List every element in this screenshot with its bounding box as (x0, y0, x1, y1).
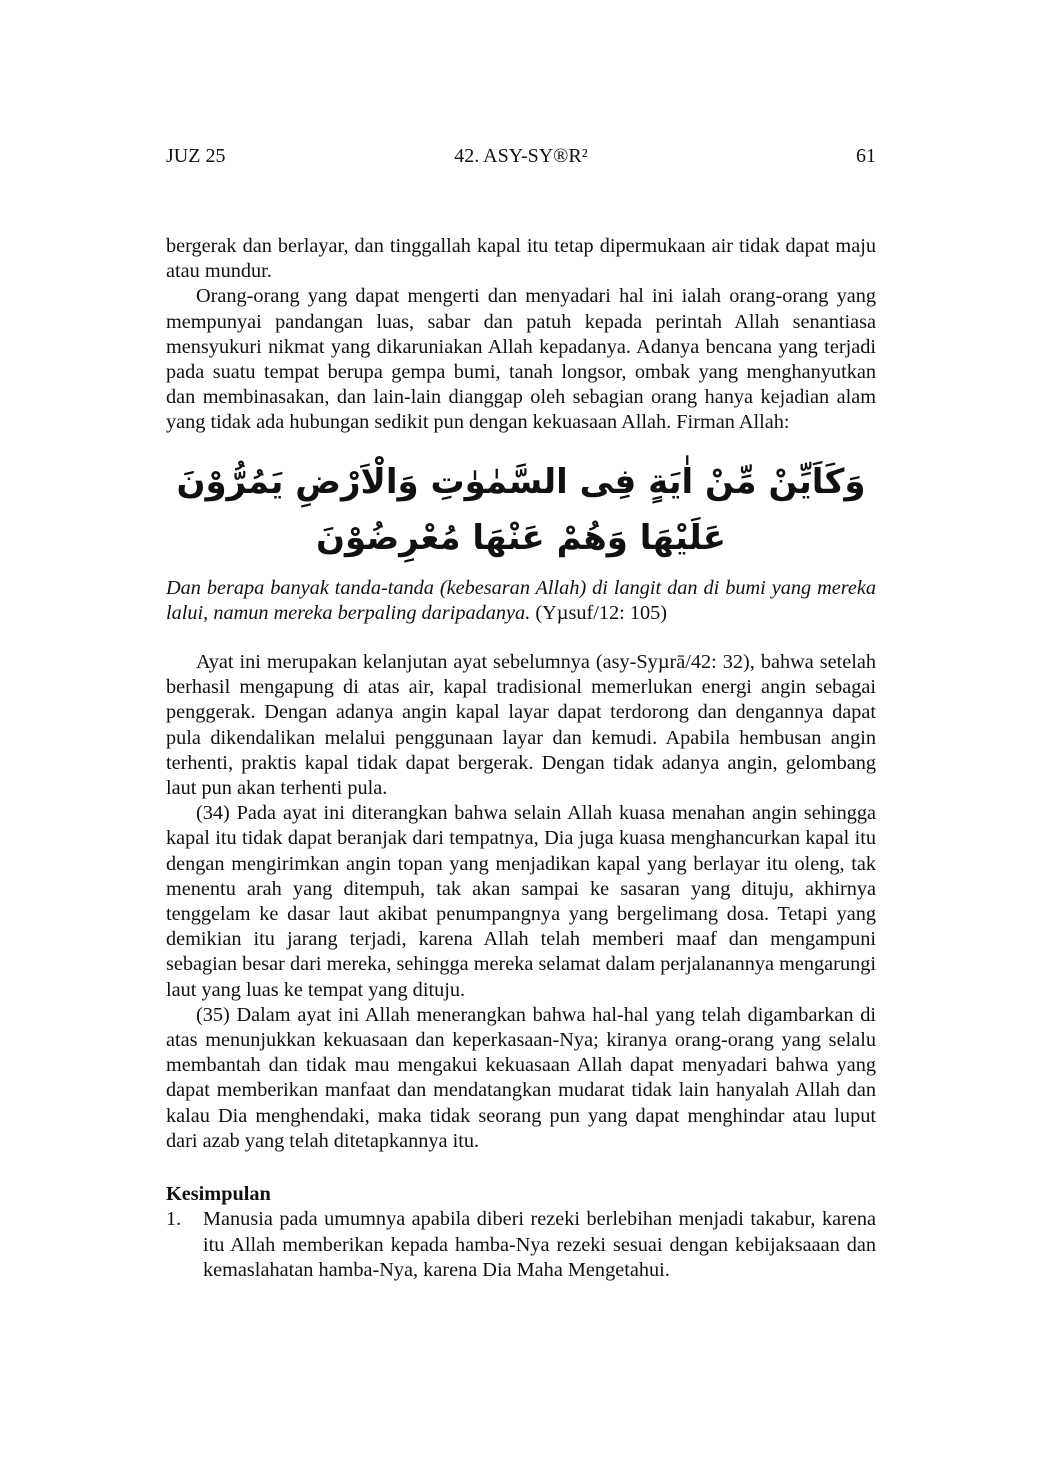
verse-translation (166, 576, 876, 626)
list-item-number: 1. (166, 1208, 182, 1231)
paragraph-continuation: bergerak dan berlayar, dan tinggallah kapal itu tetap dipermukaan air tidak dapat maju atau mundur. (166, 235, 876, 283)
section-heading-conclusion: Kesimpulan (166, 1183, 271, 1206)
juz-label: JUZ 25 (166, 145, 226, 167)
page-number: 61 (856, 145, 876, 167)
paragraph-ayat-33: Ayat ini merupakan kelanjutan ayat sebelumnya (asy-Syµrā/42: 32), bahwa setelah berhasil mengapung di atas air, kapal tradisional memerlukan energi angin sebagai penggerak. Dengan adanya angin kapal layar dapat terdorong dan dengannya dapat pula dikendalikan melalui penggunaan layar dan kemudi. Apabila hembusan angin terhenti, praktis kapal tidak dapat bergerak. Dengan tidak adanya angin, gelombang laut pun akan terhenti pula. (166, 651, 876, 800)
list-item (166, 1207, 876, 1283)
conclusion-list (166, 1207, 876, 1283)
paragraph-understanding: Orang-orang yang dapat mengerti dan menyadari hal ini ialah orang-orang yang mempunyai pandangan luas, sabar dan patuh kepada perintah Allah senantiasa mensyukuri nikmat yang dikaruniakan Allah kepadanya. Adanya bencana yang terjadi pada suatu tempat berupa gempa bumi, tanah longsor, ombak yang menghanyutkan dan membinasakan, dan lain-lain dianggap oleh sebagian orang hanya kejadian alam yang tidak ada hubungan sedikit pun dengan kekuasaan Allah. Firman Allah: (166, 285, 876, 434)
spacer (166, 626, 876, 650)
verse-reference: (Yµsuf/12: 105) (535, 601, 668, 624)
quran-verse-arabic: وَكَاَيِّنْ مِّنْ اٰيَةٍ فِى السَّمٰوٰتِ وَالْاَرْضِ يَمُرُّوْنَ عَلَيْهَا وَهُمْ عَنْهَا مُعْرِضُوْنَ (176, 461, 866, 558)
paragraph-ayat-34: (34) Pada ayat ini diterangkan bahwa selain Allah kuasa menahan angin sehingga kapal itu tidak dapat beranjak dari tempatnya, Dia juga kuasa menghancurkan kapal itu dengan mengirimkan angin topan yang menjadikan kapal yang berlayar itu oleng, tak menentu arah yang ditempuh, tak akan sampai ke sasaran yang dituju, akhirnya tenggelam ke dasar laut akibat penumpangnya yang bergelimang dosa. Tetapi yang demikian itu jarang terjadi, karena Allah telah memberi maaf dan mengampuni sebagian besar dari mereka, sehingga mereka selamat dalam perjalanannya mengarungi laut yang luas ke tempat yang dituju. (166, 802, 876, 1001)
paragraph-ayat-35: (35) Dalam ayat ini Allah menerangkan bahwa hal-hal yang telah digambarkan di atas menunjukkan kekuasaan dan keperkasaan-Nya; kiranya orang-orang yang selalu membantah dan tidak mau mengakui kekuasaan Allah dapat menyadari bahwa yang dapat memberikan manfaat dan mendatangkan mudarat tidak lain hanyalah Allah dan kalau Dia menghendaki, maka tidak seorang pun yang dapat menghindar atau luput dari azab yang telah ditetapkannya itu. (166, 1003, 876, 1152)
list-item-text: Manusia pada umumnya apabila diberi rezeki berlebihan menjadi takabur, karena itu Allah memberikan kepada hamba-Nya rezeki sesuai dengan kebijaksaaan dan kemaslahatan hamba-Nya, karena Dia Maha Mengetahui. (203, 1208, 876, 1281)
page-header (166, 145, 876, 173)
page-body (166, 234, 876, 1283)
verse-translation-text: Dan berapa banyak tanda-tanda (kebesaran Allah) di langit dan di bumi yang mereka lalui, namun mereka berpaling daripadanya. (166, 576, 876, 624)
surah-title: 42. ASY-SY®R² (454, 145, 588, 167)
